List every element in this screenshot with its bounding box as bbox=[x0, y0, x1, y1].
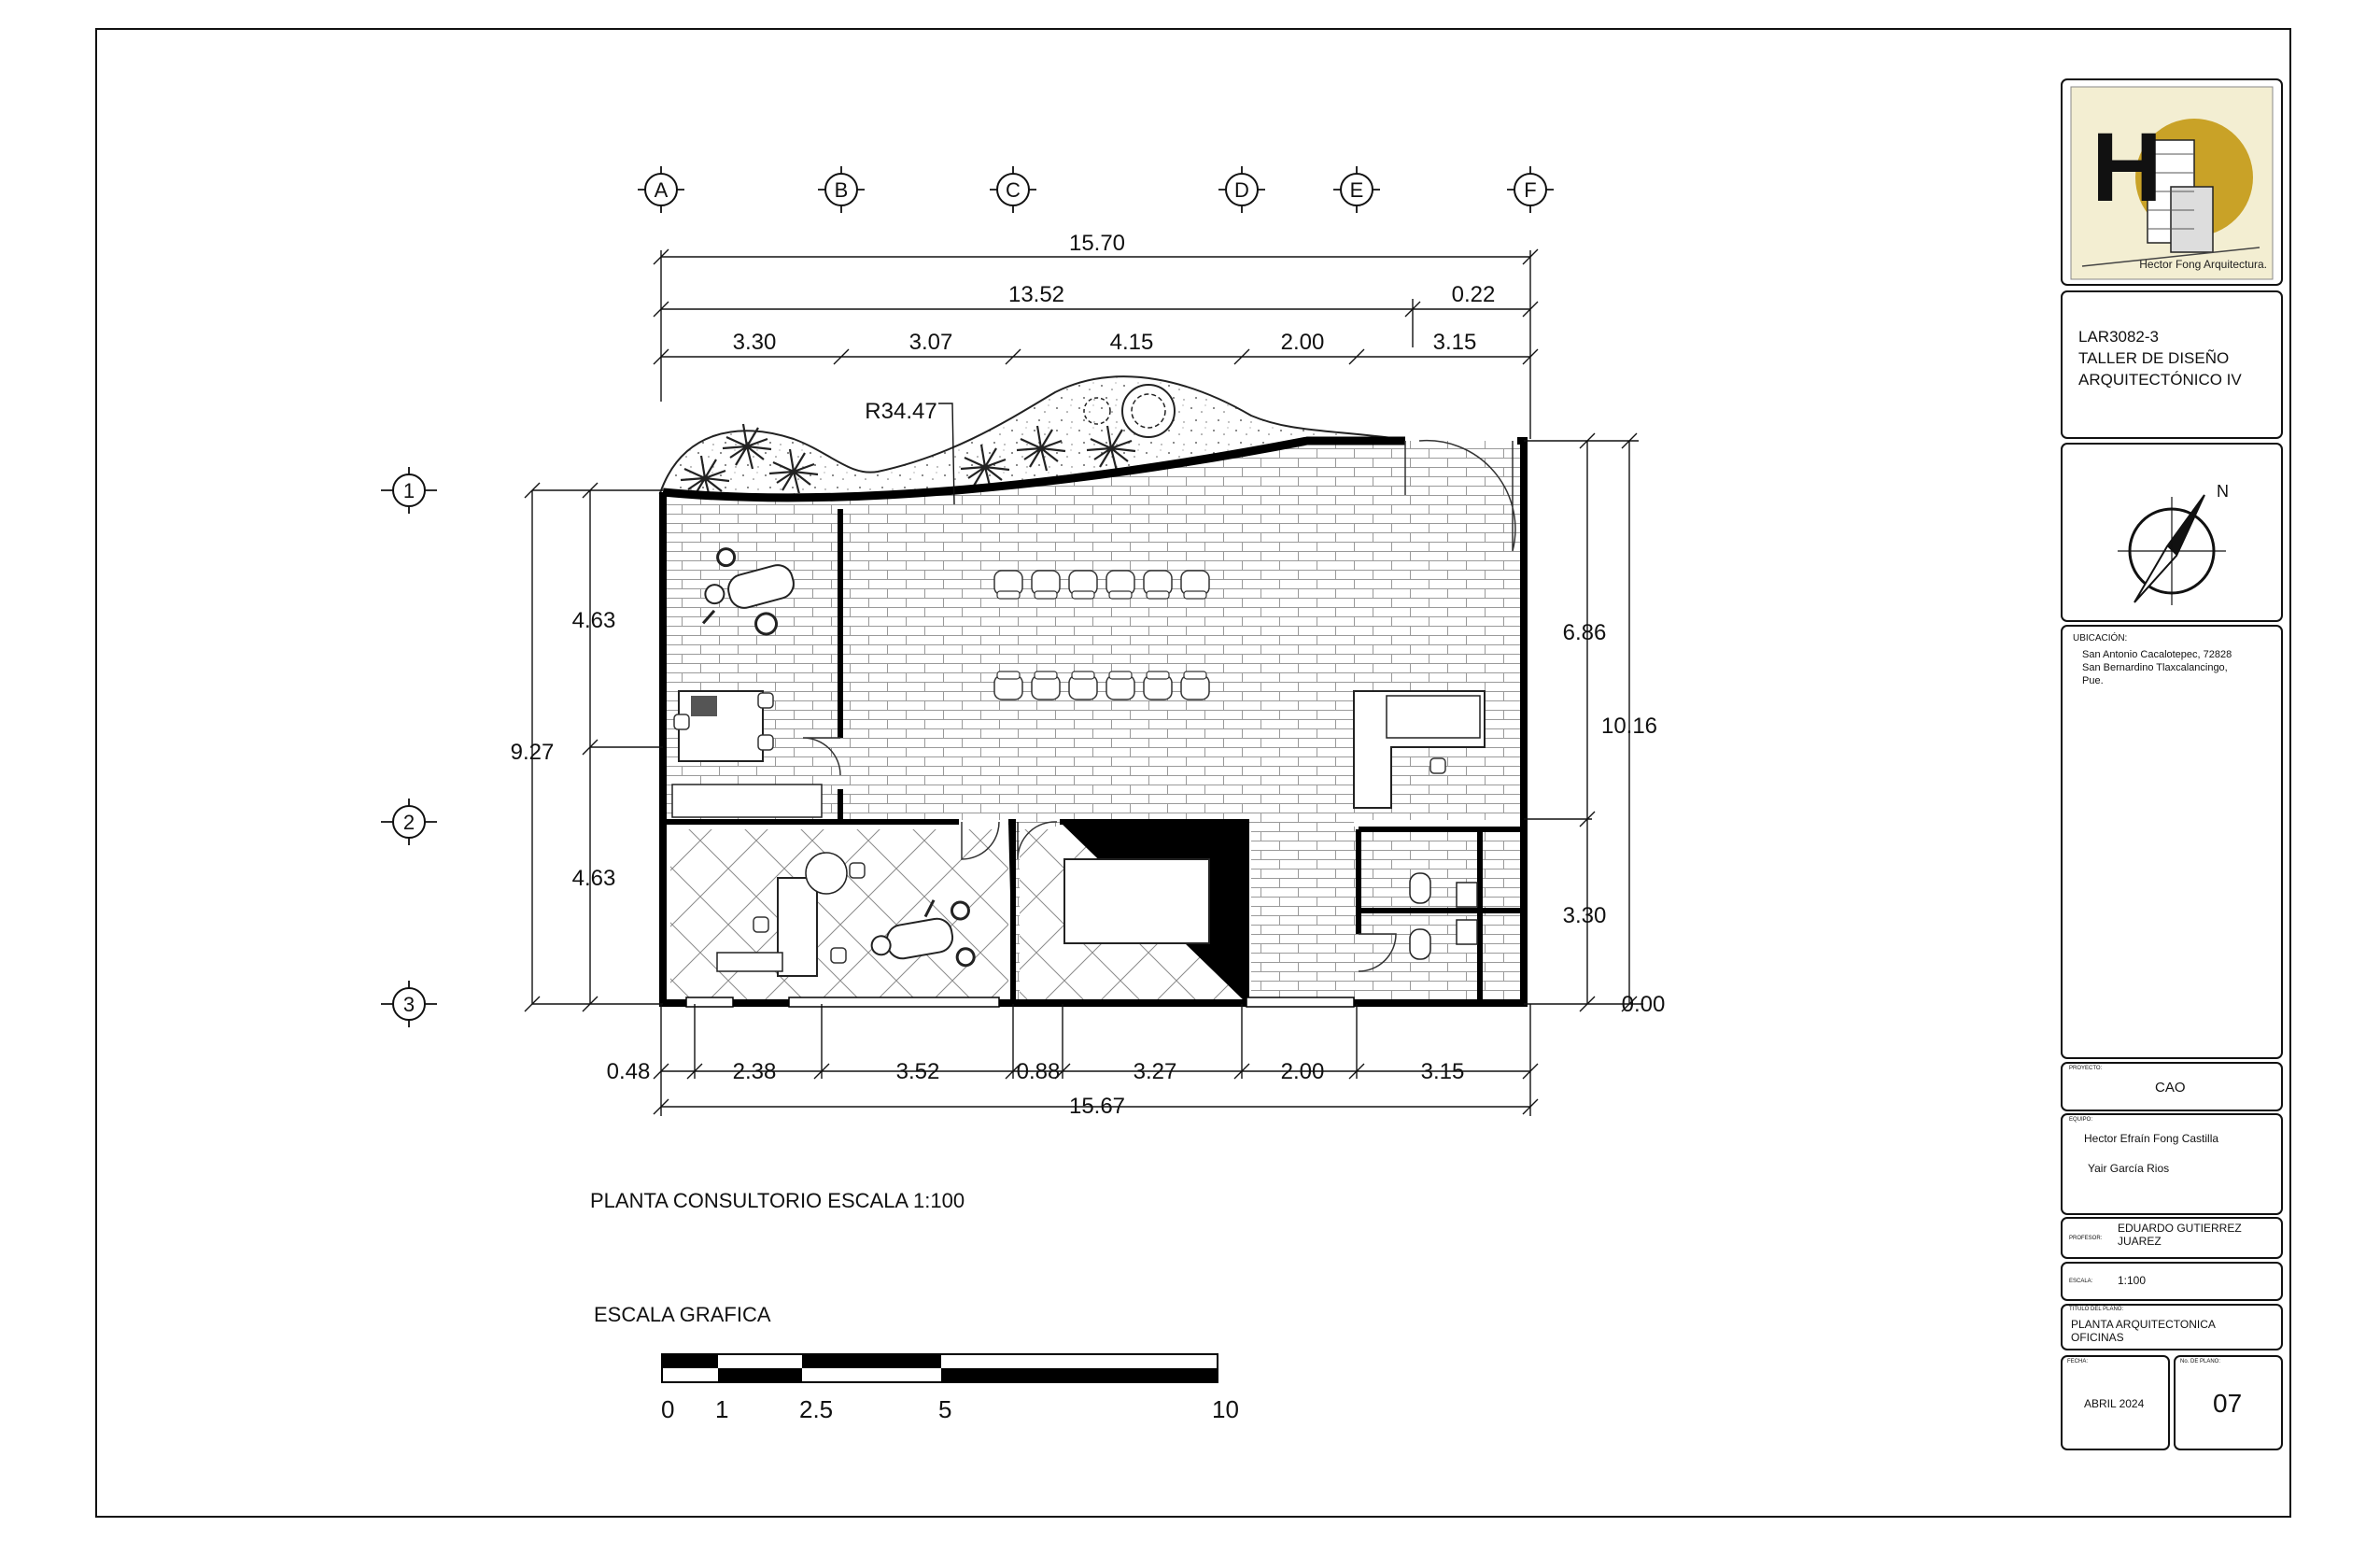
dim-radius: R34.47 bbox=[865, 399, 937, 424]
floor-plan bbox=[660, 376, 1524, 1007]
axis-label-1: 1 bbox=[402, 479, 415, 502]
reception-counter bbox=[1387, 696, 1480, 738]
chair bbox=[831, 948, 846, 963]
logo bbox=[2071, 87, 2273, 279]
dim-top-total: 15.70 bbox=[1068, 231, 1126, 256]
professor-label: PROFESOR: bbox=[2069, 1236, 2103, 1241]
location-line: Pue. bbox=[2082, 675, 2104, 686]
dim-bottom-total: 15.67 bbox=[1068, 1094, 1126, 1119]
dim-top-seg: 3.15 bbox=[1432, 330, 1477, 355]
axis-label-f: F bbox=[1524, 178, 1537, 202]
team-member: Yair García Rios bbox=[2088, 1162, 2170, 1175]
scale-panel bbox=[2062, 1263, 2282, 1300]
axis-label-b: B bbox=[834, 178, 849, 202]
dim-top-seg: 2.00 bbox=[1280, 330, 1325, 355]
axis-label-a: A bbox=[654, 178, 669, 202]
interior-wall bbox=[1008, 822, 1013, 1003]
dim-left-total: 9.27 bbox=[510, 740, 555, 765]
window bbox=[1246, 997, 1354, 1007]
location-line: San Bernardino Tlaxcalancingo, bbox=[2082, 662, 2228, 673]
scale-tick: 5 bbox=[938, 1395, 952, 1423]
axis-label-3: 3 bbox=[402, 993, 415, 1016]
scale-tick: 2.5 bbox=[799, 1395, 834, 1423]
cabinet bbox=[717, 953, 782, 971]
location-line: San Antonio Cacalotepec, 72828 bbox=[2082, 649, 2232, 660]
scale-value: 1:100 bbox=[2118, 1274, 2147, 1287]
team-label: EQUIPO: bbox=[2069, 1117, 2093, 1123]
window bbox=[686, 997, 733, 1007]
drawing-title: PLANTA CONSULTORIO ESCALA 1:100 bbox=[590, 1189, 965, 1212]
sheet-number-value: 07 bbox=[2213, 1389, 2243, 1418]
course-name-line2: ARQUITECTÓNICO IV bbox=[2078, 371, 2242, 389]
location-panel bbox=[2062, 626, 2282, 1058]
logo-letter: H bbox=[2091, 113, 2162, 222]
toilet bbox=[1410, 929, 1430, 959]
axis-label-e: E bbox=[1349, 178, 1364, 202]
dim-top-seg: 3.30 bbox=[732, 330, 777, 355]
graphic-scale-title: ESCALA GRAFICA bbox=[594, 1303, 771, 1326]
dim-left-upper: 4.63 bbox=[571, 608, 616, 633]
date-label: FECHA: bbox=[2067, 1359, 2089, 1364]
counter bbox=[672, 785, 822, 817]
office-floor bbox=[663, 495, 840, 820]
project-label: PROYECTO: bbox=[2069, 1066, 2103, 1071]
axis-label-c: C bbox=[1006, 178, 1021, 202]
course-name-line1: TALLER DE DISEÑO bbox=[2078, 349, 2230, 367]
sink bbox=[1457, 920, 1477, 944]
course-code: LAR3082-3 bbox=[2078, 328, 2160, 346]
plan-title-label: TÍTULO DEL PLANO: bbox=[2069, 1307, 2124, 1312]
team-member: Hector Efraín Fong Castilla bbox=[2084, 1132, 2219, 1145]
sheet-number-label: No. DE PLANO: bbox=[2180, 1359, 2221, 1364]
dim-bottom-seg: 2.38 bbox=[732, 1059, 777, 1084]
stool bbox=[806, 853, 847, 894]
dim-right-total: 10.16 bbox=[1600, 714, 1658, 739]
dim-bottom-seg: 3.15 bbox=[1420, 1059, 1465, 1084]
chair bbox=[850, 863, 865, 878]
graphic-scale-ticks bbox=[661, 1395, 1239, 1423]
scale-label: ESCALA: bbox=[2069, 1279, 2093, 1284]
dim-top-seg: 3.07 bbox=[908, 330, 953, 355]
professor-line: EDUARDO GUTIERREZ bbox=[2118, 1222, 2242, 1235]
logo-caption: Hector Fong Arquitectura. bbox=[2139, 258, 2267, 271]
date-value: ABRIL 2024 bbox=[2084, 1397, 2145, 1410]
dim-bottom-seg: 0.88 bbox=[1016, 1059, 1061, 1084]
dim-top-sub-b: 0.22 bbox=[1451, 282, 1496, 307]
axis-label-d: D bbox=[1234, 178, 1249, 202]
dim-bottom-seg: 2.00 bbox=[1280, 1059, 1325, 1084]
sink bbox=[1457, 883, 1477, 907]
location-label: UBICACIÓN: bbox=[2073, 633, 2128, 643]
axis-label-2: 2 bbox=[402, 811, 415, 834]
chair bbox=[674, 714, 689, 729]
plan-title-line: PLANTA ARQUITECTONICA bbox=[2071, 1318, 2216, 1331]
dim-top-seg: 4.15 bbox=[1109, 330, 1154, 355]
dim-bottom-seg: 3.52 bbox=[895, 1059, 940, 1084]
window bbox=[789, 997, 999, 1007]
north-letter: N bbox=[2217, 482, 2229, 501]
project-value: CAO bbox=[2155, 1080, 2186, 1096]
chair bbox=[758, 693, 773, 708]
lab-island bbox=[1064, 859, 1209, 943]
scale-tick: 0 bbox=[661, 1395, 675, 1423]
dim-bottom-seg: 3.27 bbox=[1133, 1059, 1177, 1084]
scale-tick: 1 bbox=[715, 1395, 729, 1423]
title-block bbox=[2062, 79, 2282, 1449]
chair bbox=[758, 735, 773, 750]
graphic-scale-bar bbox=[662, 1354, 1218, 1382]
chair bbox=[1430, 758, 1445, 773]
professor-line: JUAREZ bbox=[2118, 1235, 2162, 1248]
computer bbox=[691, 696, 717, 716]
desk bbox=[778, 878, 817, 976]
dim-top-sub-a: 13.52 bbox=[1007, 282, 1065, 307]
dim-right-lower: 3.30 bbox=[1562, 903, 1607, 928]
plan-title-line: OFICINAS bbox=[2071, 1331, 2124, 1344]
dim-bottom-seg: 0.48 bbox=[606, 1059, 651, 1084]
dim-left-lower: 4.63 bbox=[571, 866, 616, 891]
dim-right-zero: 0.00 bbox=[1621, 992, 1666, 1017]
scale-tick: 10 bbox=[1212, 1395, 1239, 1423]
dim-right-upper: 6.86 bbox=[1562, 620, 1607, 645]
chair bbox=[753, 917, 768, 932]
toilet bbox=[1410, 873, 1430, 903]
